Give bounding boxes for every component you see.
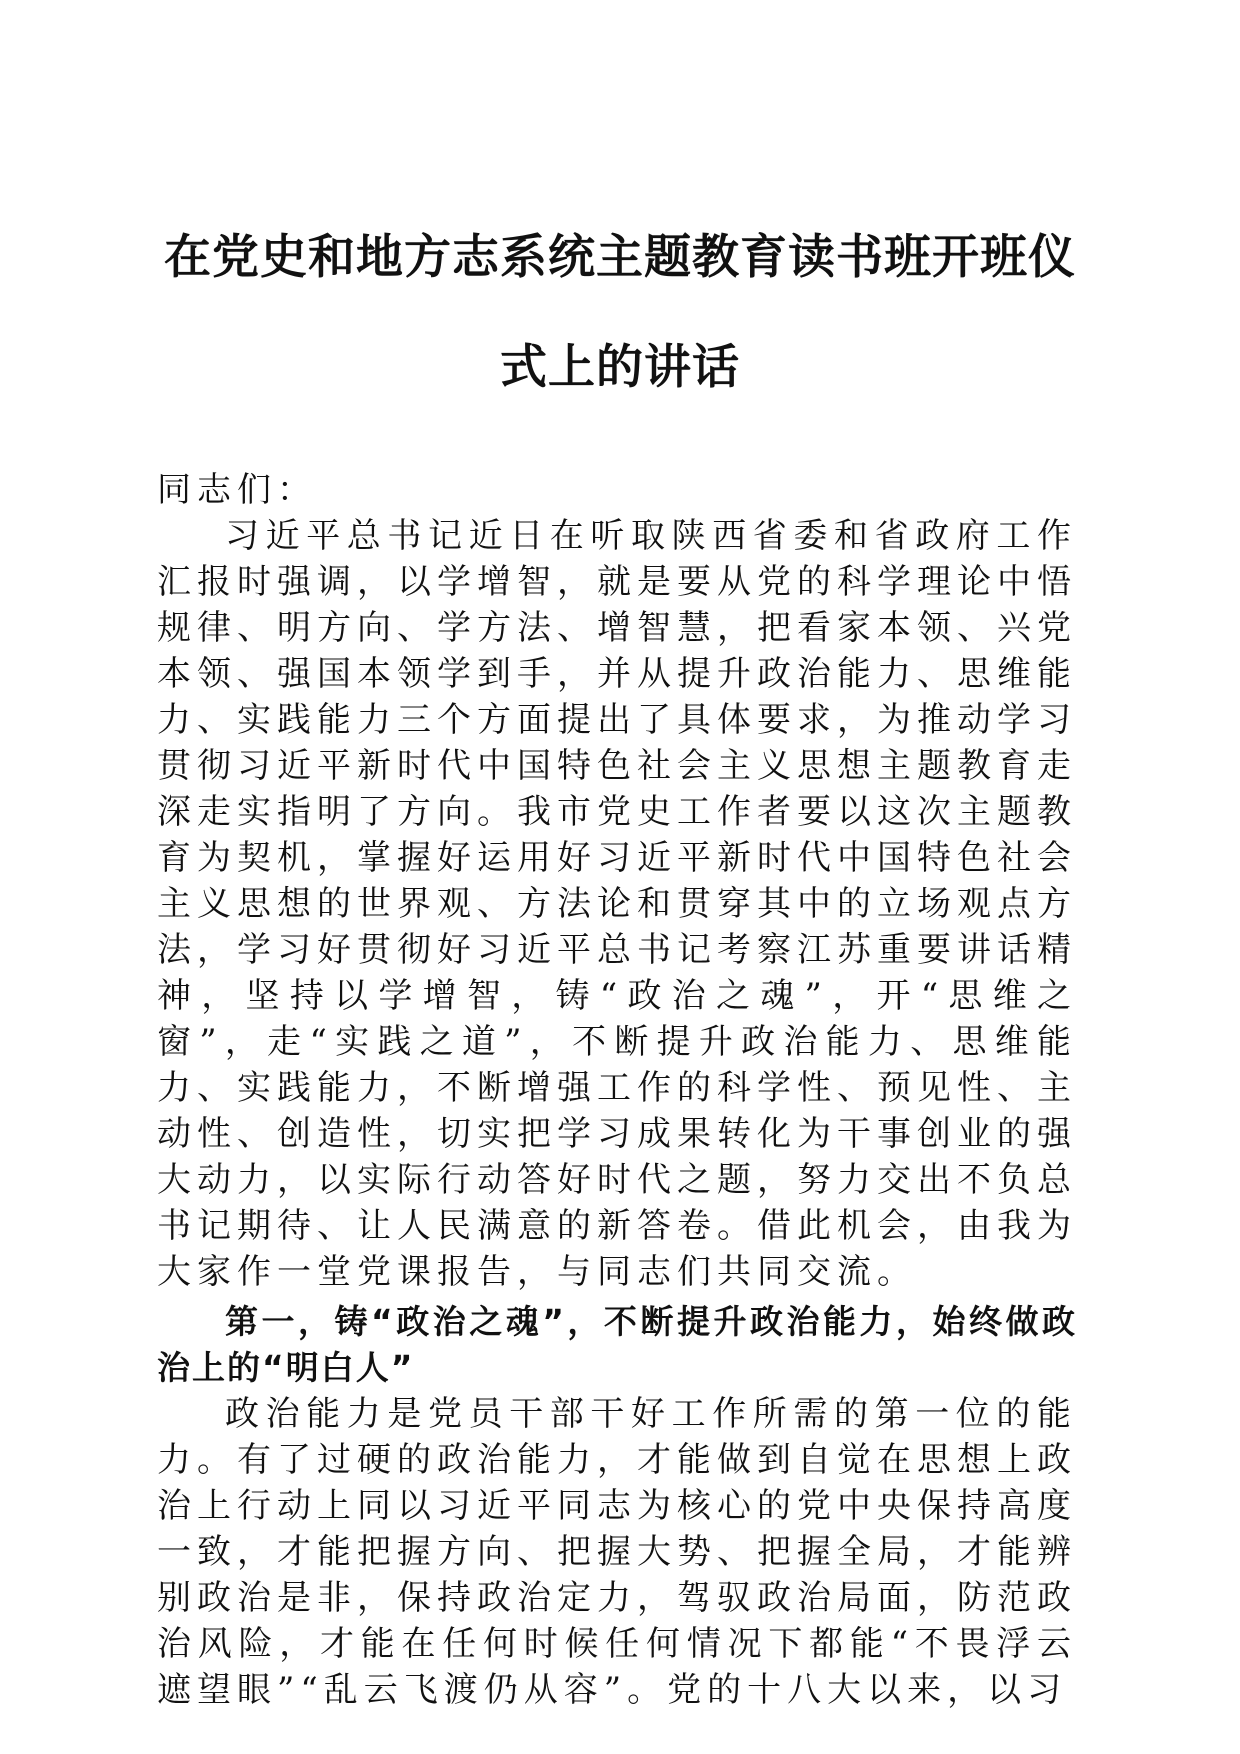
section-heading: 第一，铸“政治之魂”，不断提升政治能力，始终做政治上的“明白人”: [157, 1302, 1077, 1387]
salutation: 同志们：: [157, 470, 317, 510]
section-paragraph: 政治能力是党员干部干好工作所需的第一位的能力。有了过硬的政治能力，才能做到自觉在思想上政治上行动上同以习近平同志为核心的党中央保持高度一致，才能把握方向、把握大势、把握全局，才能辨别政治是非，保持政治定力，驾驭政治局面，防范政治风险，才能在任何时候任何情况下都能“不畏浮云遮望眼”“乱云飞渡仍从容”。党的十八大以来，以习: [157, 1394, 1077, 1710]
body-paragraph-intro: 习近平总书记近日在听取陕西省委和省政府工作汇报时强调，以学增智，就是要从党的科学理论中悟规律、明方向、学方法、增智慧，把看家本领、兴党本领、强国本领学到手，并从提升政治能力、思维能力、实践能力三个方面提出了具体要求，为推动学习贯彻习近平新时代中国特色社会主义思想主题教育走深走实指明了方向。我市党史工作者要以这次主题教育为契机，掌握好运用好习近平新时代中国特色社会主义思想的世界观、方法论和贯穿其中的立场观点方法，学习好贯彻好习近平总书记考察江苏重要讲话精神，坚持以学增智，铸“政治之魂”，开“思维之窗”，走“实践之道”，不断提升政治能力、思维能力、实践能力，不断增强工作的科学性、预见性、主动性、创造性，切实把学习成果转化为干事创业的强大动力，以实际行动答好时代之题，努力交出不负总书记期待、让人民满意的新答卷。借此机会，由我为大家作一堂党课报告，与同志们共同交流。: [157, 516, 1077, 1292]
document-title: 在党史和地方志系统主题教育读书班开班仪式上的讲话: [164, 230, 1076, 395]
document-body: [157, 467, 1077, 1713]
